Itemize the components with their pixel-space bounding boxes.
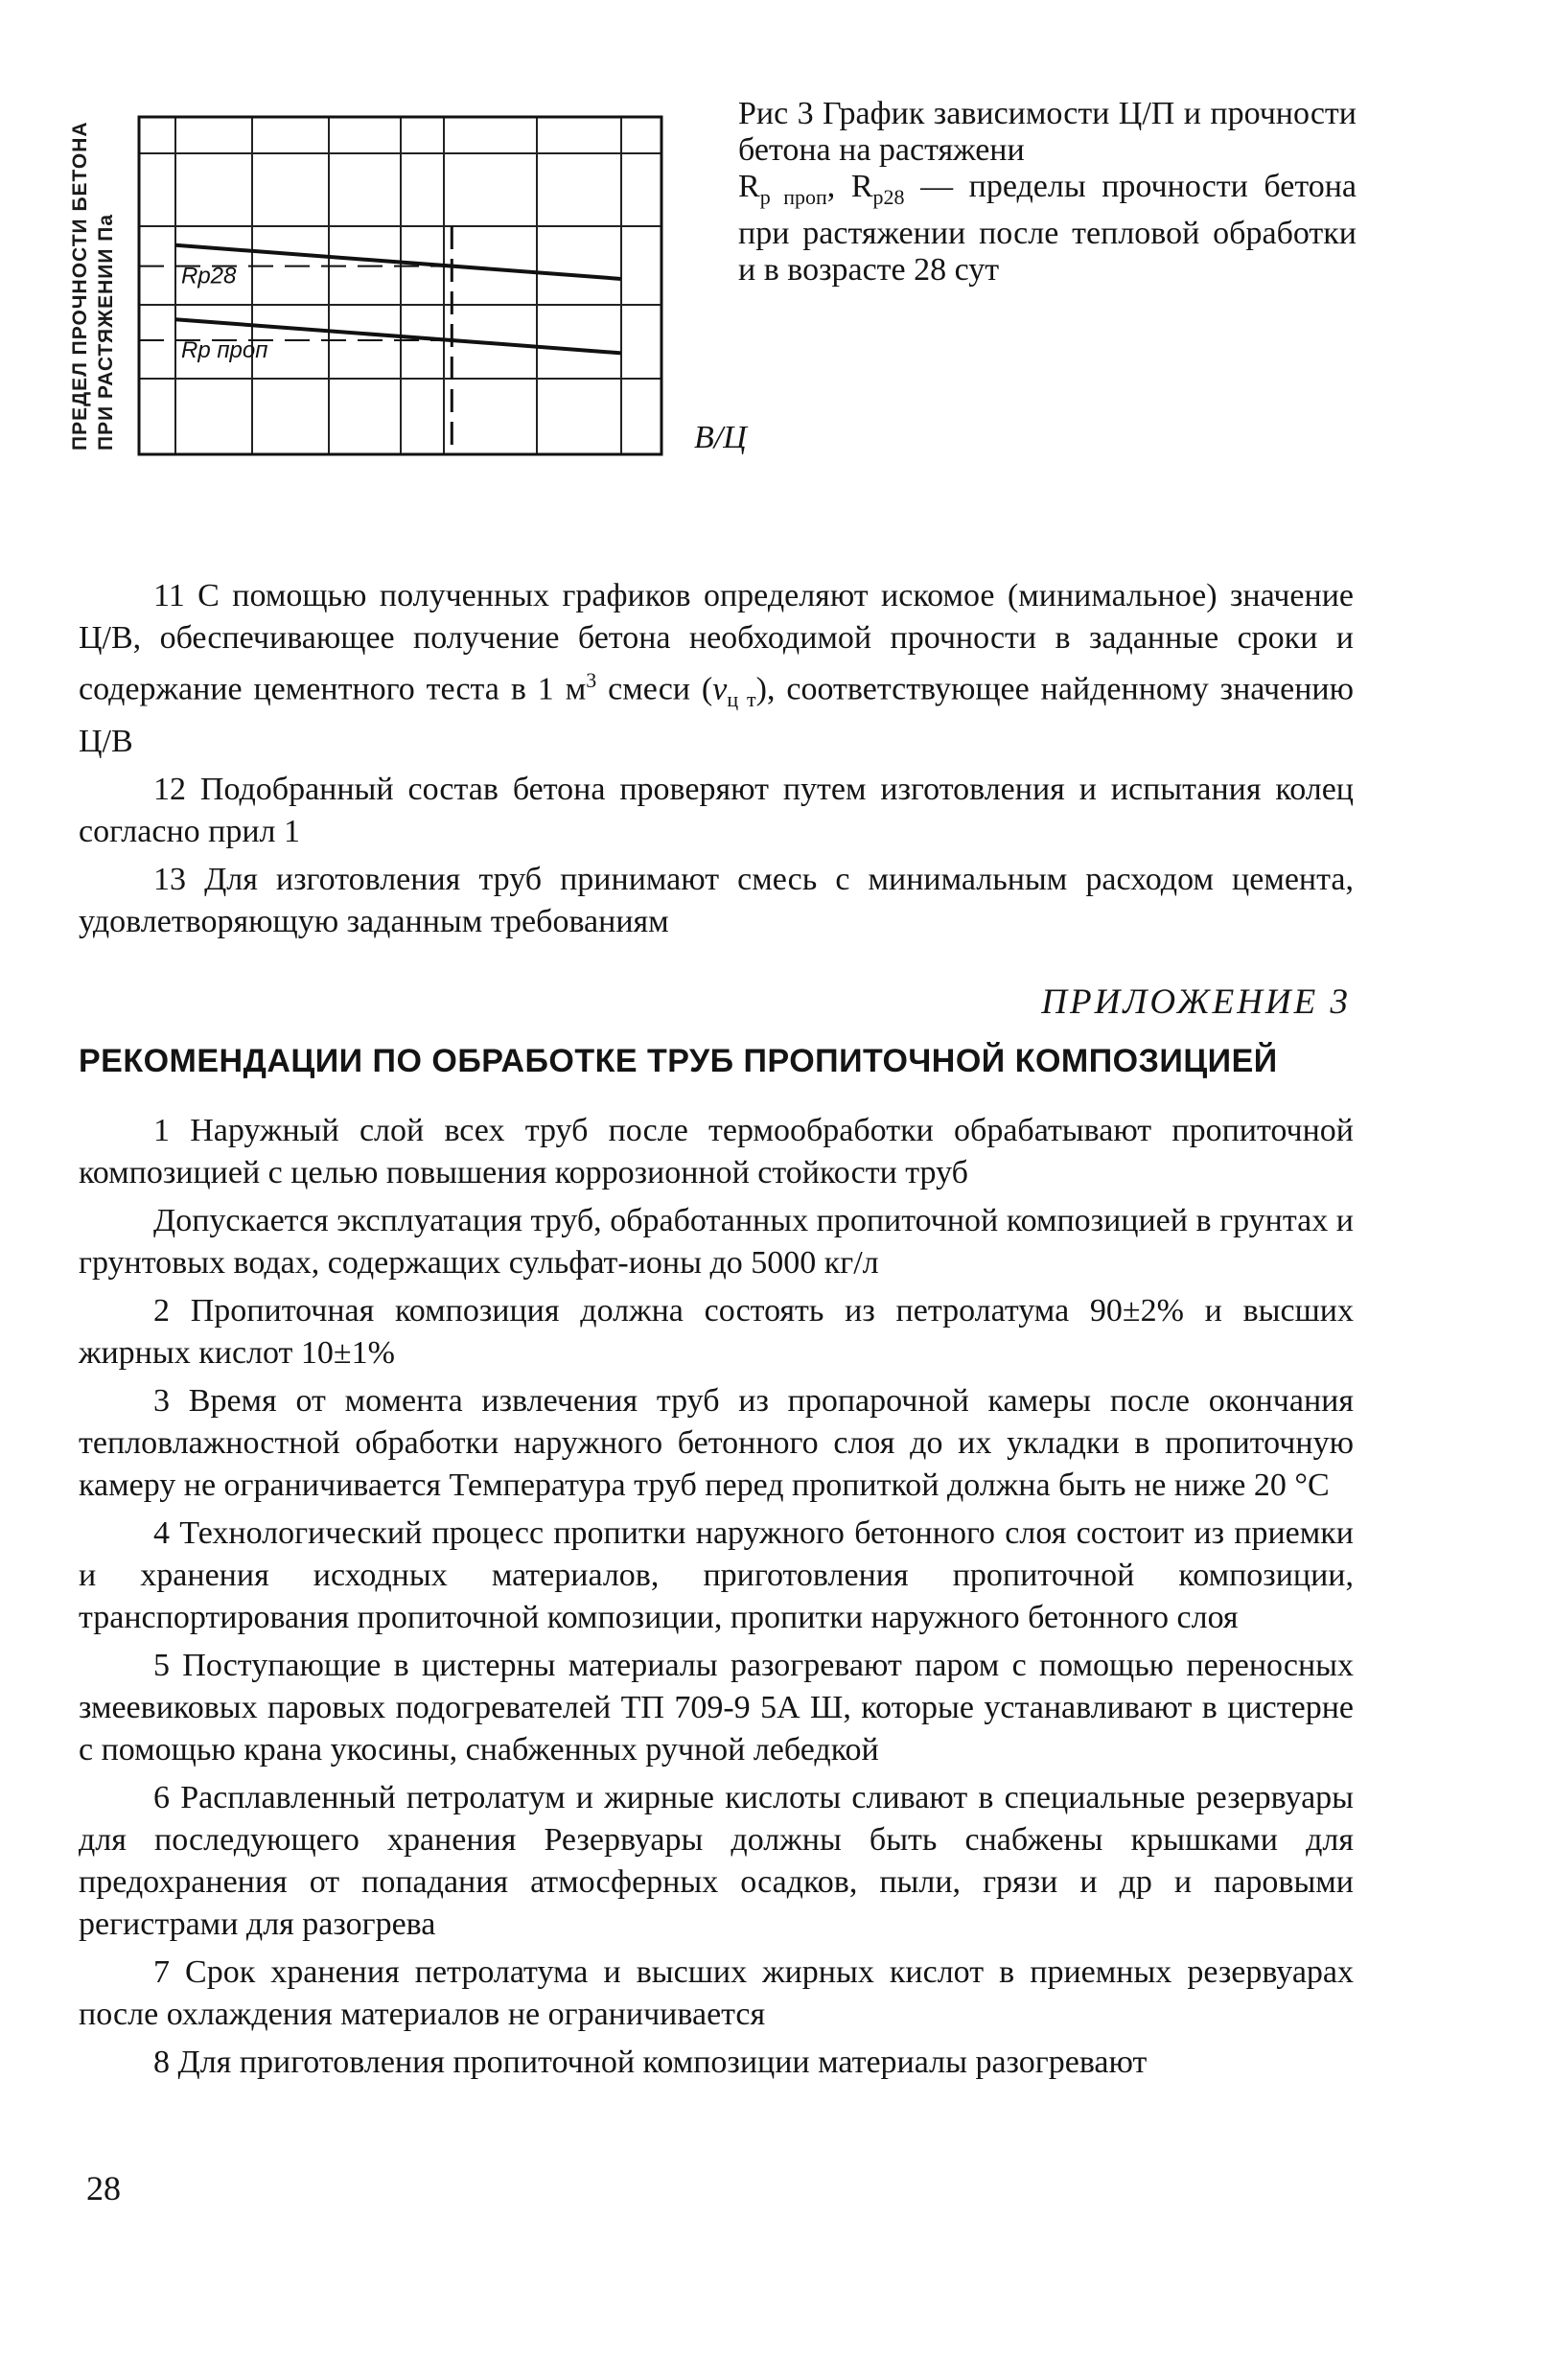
paragraph-text: ), соответствующее найденному значению Ц/В [79,671,1355,760]
appendix-paragraph-1-note: Допускается эксплуатация труб, обработанных пропиточной композицией в грунтах и грунтовых водах, содержащих сульфат-ионы до 5000 кг/л [79,1203,1354,1281]
paragraph-13: 13 Для изготовления труб принимают смесь с минимальным расходом цемента, удовлетворяющую заданным требованиям [79,862,1354,940]
appendix-paragraph-3: 3 Время от момента извлечения труб из пропарочной камеры после окончания тепловлажностной обработки наружного бетонного слоя до их укладки в пропиточную камеру не ограничивается Температура труб перед пропиткой должна быть не ниже 20 °С [79,1383,1354,1503]
appendix-paragraph-8: 8 Для приготовления пропиточной композиции материалы разогревают [153,2045,1148,2080]
subscript: ц т [727,687,756,712]
figure-caption [738,96,1357,289]
caption-sep: , [826,169,851,204]
caption-r2: R [850,169,873,204]
variable: v [712,671,728,707]
chart-y-axis-label-line2: ПРИ РАСТЯЖЕНИИ Па [95,213,117,451]
appendix-paragraph-1: 1 Наружный слой всех труб после термообработки обрабатывают пропиточной композицией с целью повышения коррозионной стойкости труб [79,1113,1354,1190]
appendix-label: ПРИЛОЖЕНИЕ 3 [1041,982,1351,1022]
caption-r1-sub: р проп [759,184,827,209]
body-text-appendix [79,1110,1354,2090]
appendix-title: РЕКОМЕНДАЦИИ ПО ОБРАБОТКЕ ТРУБ ПРОПИТОЧНОЙ КОМПОЗИЦИЕЙ [79,1043,1278,1079]
appendix-paragraph-2: 2 Пропиточная композиция должна состоять из петролатума 90±2% и высших жирных кислот 10±1% [79,1293,1354,1371]
body-text-top [79,575,1354,949]
caption-head: Рис 3 График зависимости Ц/П и прочности бетона на растяжени [738,96,1357,168]
page-number: 28 [86,2169,121,2207]
appendix-paragraph-7: 7 Срок хранения петролатума и высших жирных кислот в приемных резервуарах после охлаждения материалов не ограничивается [79,1954,1354,2032]
caption-r1: R [738,169,760,204]
chart-x-axis-label: В/Ц [694,420,747,455]
appendix-paragraph-6: 6 Расплавленный петролатум и жирные кислоты сливают в специальные резервуары для последующего хранения Резервуары должны быть снабжены крышками для предохранения от попадания атмосферных осадков, пыли, грязи и др и паровыми регистрами для разогрева [79,1780,1354,1942]
paragraph-text: смеси ( [596,671,713,707]
appendix-paragraph-4: 4 Технологический процесс пропитки наружного бетонного слоя состоит из приемки и хранения исходных материалов, приготовления пропиточной композиции, транспортирования пропиточной композиции, пропитки наружного бетонного слоя [79,1515,1354,1635]
caption-tail: — пределы прочности бетона при растяжении после тепловой обработки и в возрасте 28 сут [738,169,1357,288]
appendix-paragraph-5: 5 Поступающие в цистерны материалы разогревают паром с помощью переносных змеевиковых паровых подогревателей ТП 709-9 5А Ш, которые устанавливают в цистерне с помощью крана укосины, снабженных ручной лебедкой [79,1648,1354,1768]
paragraph-12: 12 Подобранный состав бетона проверяют путем изготовления и испытания колец согласно прил 1 [79,772,1354,850]
paragraph-text: 11 С помощью полученных графиков определяют искомое (минимальное) значение Ц/В, обеспечивающее получение бетона необходимой прочности в заданные сроки и содержание цементного теста в 1 м [79,578,1354,707]
series-line [175,245,621,279]
superscript: 3 [586,668,597,692]
paragraph-11 [79,575,1354,763]
caption-r2-sub: р28 [872,184,905,209]
series-label: Rp28 [181,263,237,289]
series-label: Rp проп [181,337,268,364]
chart-figure [0,0,729,479]
chart-y-axis-label-line1: ПРЕДЕЛ ПРОЧНОСТИ БЕТОНА [69,121,91,451]
